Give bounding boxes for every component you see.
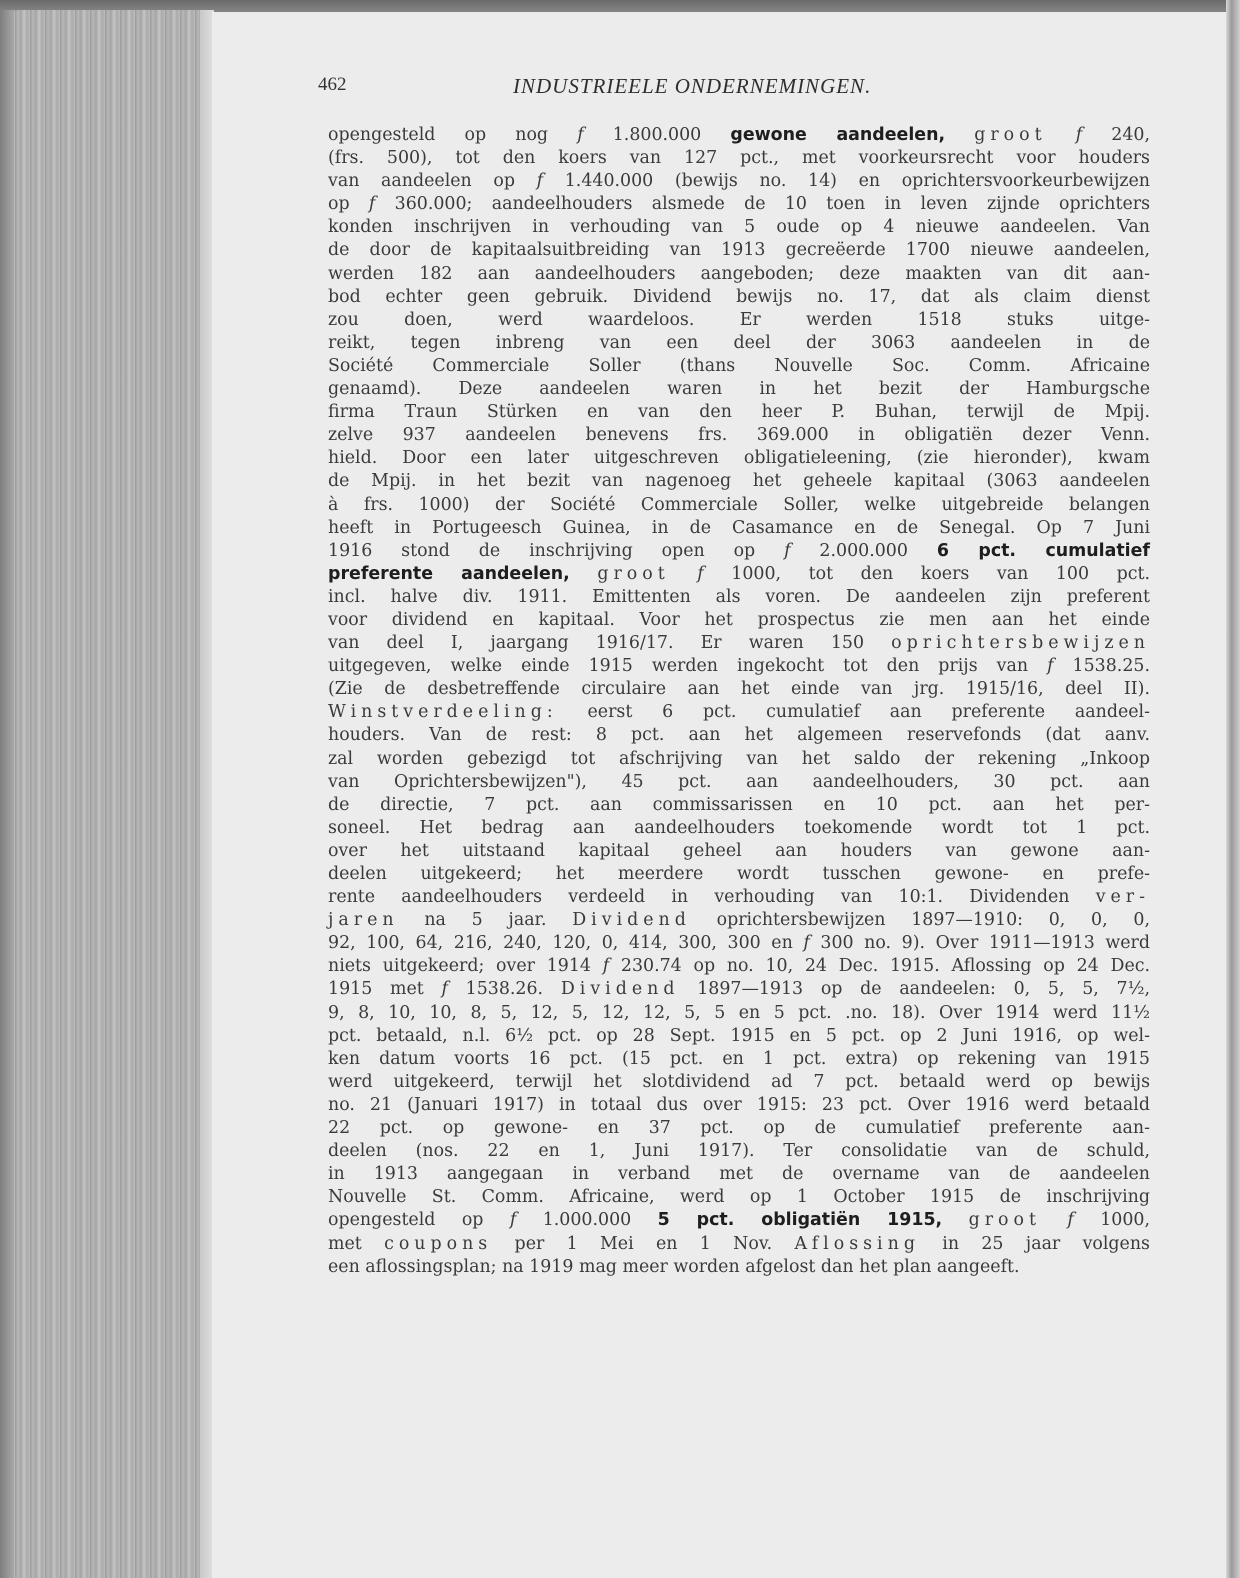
spaced-emphasis: oprichtersbewijzen: [891, 633, 1150, 654]
text-run: konden inschrijven in verhouding van 5 oude op 4 nieuwe aandeelen. Van: [328, 217, 1150, 238]
florin-sign: f: [1067, 1210, 1074, 1231]
text-run: [1047, 125, 1076, 145]
text-line: [328, 932, 1150, 955]
text-run: (Zie de desbetreffende circulaire aan het einde van jrg. 1915/16, deel II).: [328, 679, 1150, 700]
text-line: [328, 147, 1150, 170]
text-run: à frs. 1000) der Société Commerciale Soller, welke uitgebreide belangen: [328, 494, 1150, 515]
text-run: opengesteld op nog: [328, 125, 578, 145]
spaced-emphasis: groot: [974, 125, 1047, 145]
text-run: [1041, 1210, 1067, 1230]
spaced-emphasis: jaren: [328, 910, 399, 931]
florin-sign: f: [1047, 656, 1054, 677]
text-run: Nouvelle St. Comm. Africaine, werd op 1 October 1915 de inschrijving: [328, 1187, 1150, 1208]
text-line: [328, 1209, 1150, 1232]
spaced-emphasis: Dividend: [572, 910, 691, 931]
text-line: [328, 170, 1150, 193]
text-line: [328, 1117, 1150, 1140]
text-run: rente aandeelhouders verdeeld in verhouding van 10:1. Dividenden: [328, 887, 1096, 908]
text-line: [328, 678, 1150, 701]
text-line: [328, 239, 1150, 262]
text-line: [328, 771, 1150, 794]
text-run: van aandeelen op: [328, 171, 537, 192]
text-run: 22 pct. op gewone- en 37 pct. op de cumulatief preferente aan-: [328, 1118, 1150, 1139]
text-line: [328, 609, 1150, 632]
text-run: incl. halve div. 1911. Emittenten als voren. De aandeelen zijn preferent: [328, 586, 1150, 607]
text-line: [328, 286, 1150, 309]
text-run: oprichtersbewijzen 1897—1910: 0, 0, 0,: [690, 910, 1150, 931]
text-run: 1.800.000: [583, 125, 731, 145]
text-run: zou doen, werd waardeloos. Er werden 1518 stuks uitge-: [328, 309, 1150, 330]
spaced-emphasis: coupons: [384, 1233, 493, 1254]
text-line: [328, 447, 1150, 470]
text-run: bod echter geen gebruik. Dividend bewijs no. 17, dat als claim dienst: [328, 286, 1150, 307]
florin-sign: f: [536, 171, 544, 192]
text-run: zelve 937 aandeelen benevens frs. 369.000 in obligatiën dezer Venn.: [328, 425, 1150, 446]
text-run: 9, 8, 10, 10, 8, 5, 12, 5, 12, 12, 5, 5 en 5 pct. .no. 18). Over 1914 werd 11½: [328, 1002, 1150, 1023]
text-run: (frs. 500), tot den koers van 127 pct., met voorkeursrecht voor houders: [328, 148, 1150, 169]
text-run: in 25 jaar volgens: [919, 1233, 1150, 1254]
text-run: Société Commerciale Soller (thans Nouvelle Soc. Comm. Africaine: [328, 355, 1150, 376]
florin-sign: f: [1075, 125, 1083, 145]
text-run: [670, 564, 698, 584]
spaced-emphasis: Winstverdeeling:: [328, 702, 558, 723]
body-text: [328, 124, 1150, 1279]
text-line: [328, 124, 1150, 147]
page-stack-edge: [0, 10, 205, 1578]
text-line: [328, 193, 1150, 216]
text-run: van deel I, jaargang 1916/17. Er waren 150: [328, 633, 892, 654]
text-line: [328, 1025, 1150, 1048]
text-run: ken datum voorts 16 pct. (15 pct. en 1 pct. extra) op rekening van 1915: [328, 1048, 1150, 1069]
text-run: deelen (nos. 22 en 1, Juni 1917). Ter consolidatie van de schuld,: [328, 1141, 1150, 1162]
text-line: [328, 655, 1150, 678]
text-line: [328, 632, 1150, 655]
page-number: 462: [318, 74, 347, 95]
florin-sign: f: [697, 563, 704, 584]
florin-sign: f: [441, 979, 448, 1000]
text-run: 1.000.000: [516, 1210, 658, 1231]
spaced-emphasis: Aflossing: [794, 1233, 920, 1254]
text-line: [328, 794, 1150, 817]
text-run: 240,: [1082, 125, 1150, 145]
text-run: 1000,: [1073, 1210, 1151, 1231]
text-run: houders. Van de rest: 8 pct. aan het algemeen reservefonds (dat aanv.: [328, 725, 1150, 746]
florin-sign: f: [803, 933, 810, 954]
text-line: [328, 863, 1150, 886]
text-run: voor dividend en kapitaal. Voor het prospectus zie men aan het einde: [328, 609, 1150, 630]
spaced-emphasis: groot: [968, 1210, 1041, 1231]
bold-heading: gewone aandeelen,: [730, 125, 946, 145]
spaced-emphasis: Dividend: [560, 979, 680, 1000]
text-line: [328, 586, 1150, 609]
text-line: [328, 840, 1150, 863]
text-run: een aflossingsplan; na 1919 mag meer worden afgelost dan het plan aangeeft.: [328, 1256, 1020, 1277]
text-run: de Mpij. in het bezit van nagenoeg het geheele kapitaal (3063 aandeelen: [328, 471, 1150, 492]
text-run: 300 no. 9). Over 1911—1913 werd: [809, 933, 1150, 954]
text-run: firma Traun Stürken en van den heer P. Buhan, terwijl de Mpij.: [328, 402, 1150, 423]
text-run: zal worden gebezigd tot afschrijving van het saldo der rekening „Inkoop: [328, 748, 1150, 769]
text-line: [328, 378, 1150, 401]
text-line: [328, 494, 1150, 517]
text-line: [328, 309, 1150, 332]
text-run: na 5 jaar.: [398, 910, 573, 931]
text-run: [945, 125, 974, 145]
text-run: per 1 Mei en 1 Nov.: [492, 1233, 795, 1254]
text-line: [328, 701, 1150, 724]
text-line: [328, 517, 1150, 540]
text-line: [328, 355, 1150, 378]
text-line: [328, 1233, 1150, 1256]
text-run: werden 182 aan aandeelhouders aangeboden; deze maakten van dit aan-: [328, 263, 1150, 284]
text-run: heeft in Portugeesch Guinea, in de Casamance en de Senegal. Op 7 Juni: [328, 517, 1150, 538]
text-run: de door de kapitaalsuitbreiding van 1913 gecreëerde 1700 nieuwe aandeelen,: [328, 240, 1150, 261]
text-run: 1897—1913 op de aandeelen: 0, 5, 5, 7½,: [679, 979, 1151, 1000]
book-right-edge: [1226, 0, 1240, 1578]
florin-sign: f: [509, 1210, 517, 1231]
text-run: 1.440.000 (bewijs no. 14) en oprichtersvoorkeurbewijzen: [543, 171, 1150, 192]
text-run: op: [328, 194, 369, 215]
text-line: [328, 424, 1150, 447]
text-line: [328, 1071, 1150, 1094]
text-line: [328, 1002, 1150, 1025]
running-head: INDUSTRIEELE ONDERNEMINGEN.: [513, 74, 872, 98]
text-run: eerst 6 pct. cumulatief aan preferente aandeel-: [557, 702, 1150, 723]
text-run: deelen uitgekeerd; het meerdere wordt tusschen gewone- en prefe-: [328, 864, 1150, 884]
text-run: niets uitgekeerd; over 1914: [328, 956, 603, 977]
text-run: 2.000.000: [790, 540, 937, 561]
text-run: genaamd). Deze aandeelen waren in het bezit der Hamburgsche: [328, 379, 1150, 400]
text-run: 92, 100, 64, 216, 240, 120, 0, 414, 300, 300 en: [328, 933, 804, 954]
text-line: [328, 1256, 1150, 1279]
text-run: reikt, tegen inbreng van een deel der 3063 aandeelen in de: [328, 332, 1150, 353]
text-run: [570, 564, 598, 584]
text-run: de directie, 7 pct. aan commissarissen en 10 pct. aan het per-: [328, 794, 1150, 815]
spaced-emphasis: groot: [597, 563, 670, 584]
text-line: [328, 540, 1150, 563]
spaced-emphasis: ver-: [1095, 887, 1150, 908]
text-line: [328, 1094, 1150, 1117]
text-run: soneel. Het bedrag aan aandeelhouders toekomende wordt tot 1 pct.: [328, 817, 1150, 838]
text-run: 1000, tot den koers van 100 pct.: [703, 563, 1150, 584]
text-run: in 1913 aangegaan in verband met de overname van de aandeelen: [328, 1164, 1150, 1185]
text-line: [328, 724, 1150, 747]
bold-heading: 6 pct. cumulatief: [936, 540, 1150, 561]
florin-sign: f: [784, 540, 791, 561]
text-line: [328, 1163, 1150, 1186]
florin-sign: f: [577, 125, 584, 145]
text-line: [328, 1048, 1150, 1071]
text-line: [328, 978, 1150, 1001]
text-run: 1915 met: [328, 979, 442, 1000]
text-run: werd uitgekeerd, terwijl het slotdividend ad 7 pct. betaald werd op bewijs: [328, 1071, 1150, 1092]
text-line: [328, 263, 1150, 286]
text-run: 1538.25.: [1053, 656, 1150, 677]
text-line: [328, 955, 1150, 978]
text-run: no. 21 (Januari 1917) in totaal dus over 1915: 23 pct. Over 1916 werd betaald: [328, 1094, 1150, 1115]
text-line: [328, 1140, 1150, 1163]
bold-heading: preferente aandeelen,: [328, 563, 570, 584]
text-line: [328, 216, 1150, 239]
text-line: [328, 563, 1150, 586]
text-run: uitgegeven, welke einde 1915 werden ingekocht tot den prijs van: [328, 656, 1048, 677]
text-run: 360.000; aandeelhouders alsmede de 10 toen in leven zijnde oprichters: [375, 194, 1150, 215]
text-run: 1916 stond de inschrijving open op: [328, 540, 785, 561]
text-run: [942, 1210, 968, 1230]
text-line: [328, 909, 1150, 932]
text-line: [328, 401, 1150, 424]
text-run: opengesteld op: [328, 1210, 510, 1231]
florin-sign: f: [602, 956, 610, 977]
text-run: over het uitstaand kapitaal geheel aan houders van gewone aan-: [328, 840, 1150, 861]
text-line: [328, 1186, 1150, 1209]
text-run: pct. betaald, n.l. 6½ pct. op 28 Sept. 1915 en 5 pct. op 2 Juni 1916, op wel-: [328, 1025, 1150, 1046]
text-run: met: [328, 1233, 385, 1254]
text-line: [328, 886, 1150, 909]
florin-sign: f: [368, 194, 376, 215]
bold-heading: 5 pct. obligatiën 1915,: [657, 1210, 943, 1231]
text-line: [328, 817, 1150, 840]
text-line: [328, 470, 1150, 493]
text-line: [328, 332, 1150, 355]
page-header: [318, 74, 1148, 104]
text-line: [328, 748, 1150, 771]
text-run: 1538.26.: [447, 979, 561, 1000]
text-run: hield. Door een later uitgeschreven obligatieleening, (zie hieronder), kwam: [328, 448, 1150, 469]
text-run: van Oprichtersbewijzen"), 45 pct. aan aandeelhouders, 30 pct. aan: [328, 771, 1150, 792]
text-run: 230.74 op no. 10, 24 Dec. 1915. Aflossing op 24 Dec.: [609, 956, 1151, 977]
